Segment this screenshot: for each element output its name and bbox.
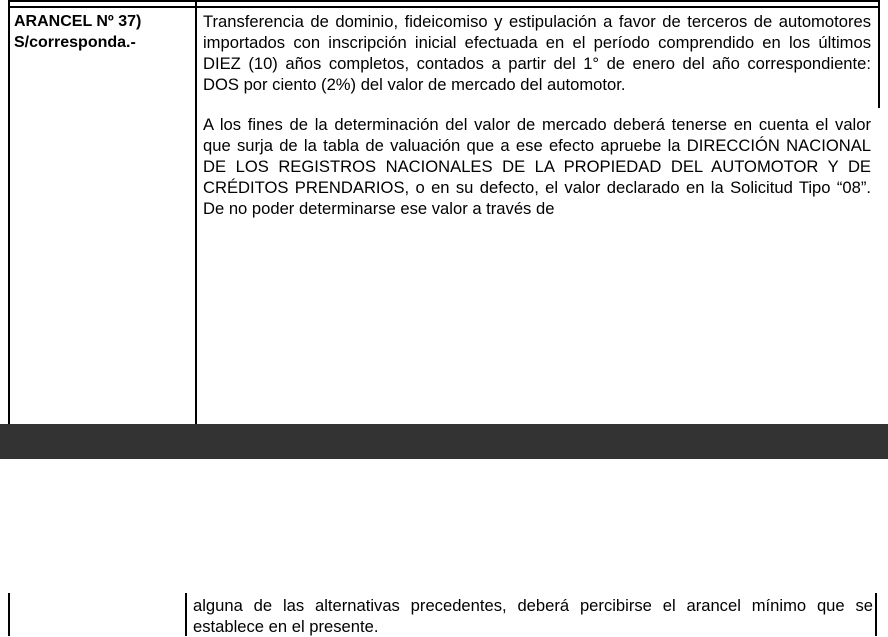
table-left-border — [8, 593, 10, 636]
arancel-condition: S/corresponda.- — [14, 34, 136, 51]
arancel-label — [14, 11, 194, 53]
table-right-border — [878, 0, 880, 108]
page-separator — [0, 424, 888, 459]
paragraph-continued: alguna de las alternativas precedentes, deberá percibirse el arancel mínimo que se establece en el presente. — [193, 596, 873, 636]
table-column-divider — [195, 0, 197, 424]
table-left-border — [8, 0, 10, 424]
table-right-border — [875, 593, 877, 636]
table-column-divider — [185, 593, 187, 636]
table-row-border — [8, 6, 880, 8]
arancel-number: ARANCEL Nº 37) — [14, 13, 142, 30]
table-row-top-border — [8, 0, 880, 2]
paragraph-transferencia: Transferencia de dominio, fideicomiso y estipulación a favor de terceros de automotores importados con inscripción inicial efectuada en el período comprendido en los últimos DIEZ (10) años completos, contados a partir del 1° de enero del año correspondiente: DOS por ciento (2%) del valor de mercado del automotor. — [203, 12, 871, 94]
paragraph-valor-mercado: A los fines de la determinación del valor de mercado deberá tenerse en cuenta el valor que surja de la tabla de valuación que a ese efecto apruebe la DIRECCIÓN NACIONAL DE LOS REGISTROS NACIONALES DE LA PROPIEDAD DEL AUTOMOTOR Y DE CRÉDITOS PRENDARIOS, o en su defecto, el valor declarado en la Solicitud Tipo “08”. De no poder determinarse ese valor a través de — [203, 115, 871, 218]
